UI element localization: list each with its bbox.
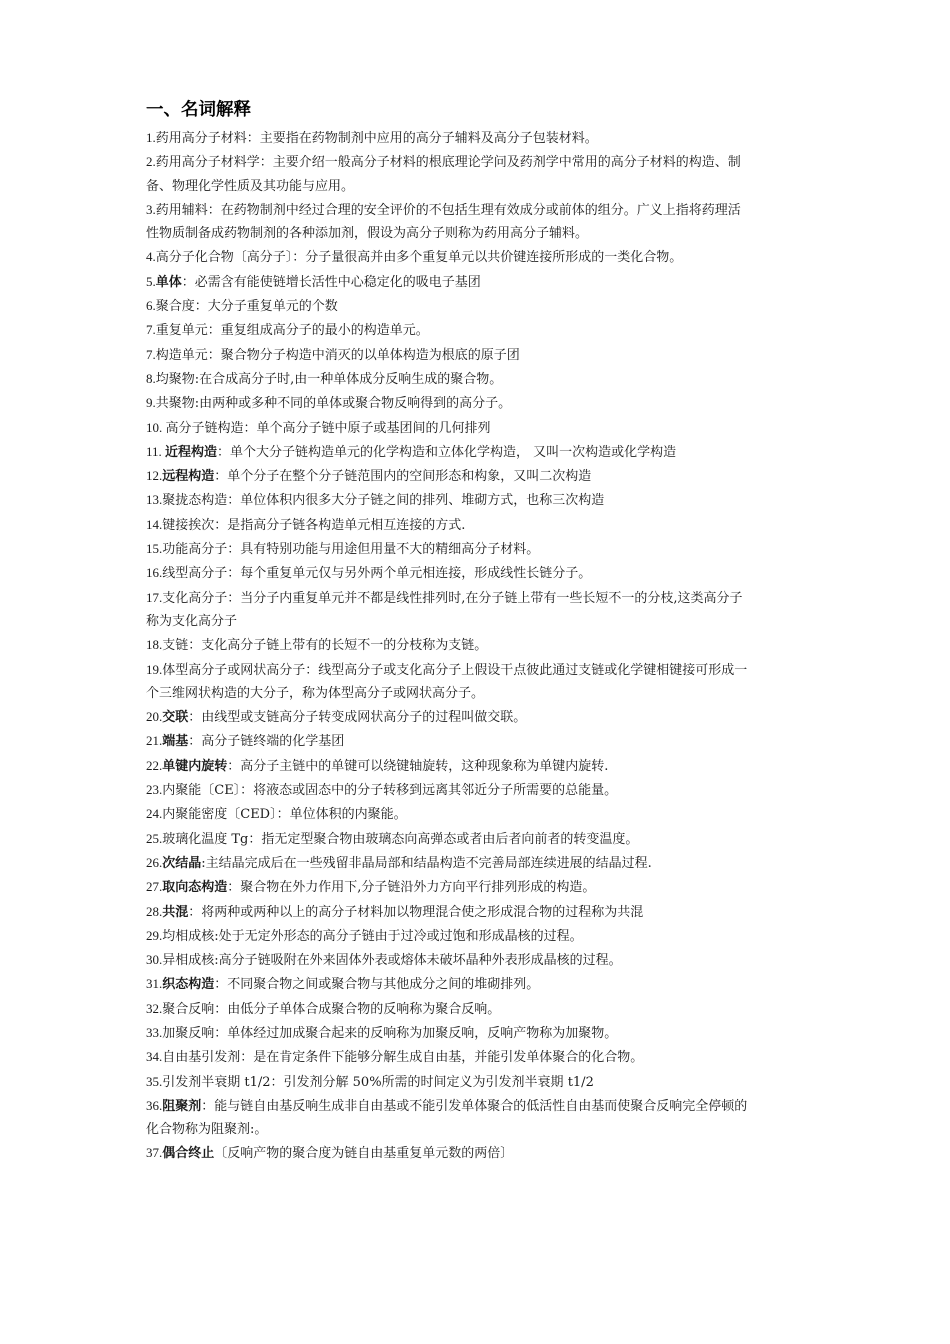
item-text: 引发剂半衰期 t1/2：引发剂分解 50%所需的时间定义为引发剂半衰期 t1/2 xyxy=(162,1074,594,1090)
item-text: ：单个分子在整个分子链范围内的空间形态和构象，又叫二次构造 xyxy=(214,469,592,485)
definition-item xyxy=(146,537,810,561)
definition-item xyxy=(146,1021,810,1045)
item-number: 8. xyxy=(146,370,156,386)
definition-item xyxy=(146,245,810,269)
section-title: 一、名词解释 xyxy=(146,100,251,120)
definition-item xyxy=(146,1094,810,1142)
item-number: 19. xyxy=(146,661,163,677)
item-number: 29. xyxy=(146,927,163,943)
item-number: 11. xyxy=(146,443,166,459)
item-text: 加聚反响：单体经过加成聚合起来的反响称为加聚反响，反响产物称为加聚物。 xyxy=(162,1025,618,1041)
item-text-continued: 备、物理化学性质及其功能与应用。 xyxy=(146,178,355,194)
item-number: 36. xyxy=(146,1097,163,1113)
item-text: 药用高分子材料：主要指在药物制剂中应用的高分子辅料及高分子包装材料。 xyxy=(155,131,598,146)
item-number: 27. xyxy=(146,879,163,895)
definition-item xyxy=(146,1141,810,1165)
definition-item xyxy=(146,997,810,1021)
item-text-continued: 个三维网状构造的大分子，称为体型高分子或网状高分子。 xyxy=(146,685,485,701)
definition-item xyxy=(146,198,810,246)
item-number: 12. xyxy=(146,468,163,484)
definition-item xyxy=(146,924,810,948)
definition-item xyxy=(146,633,810,657)
item-text: 体型高分子或网状高分子：线型高分子或支化高分子上假设干点彼此通过支链或化学键相键接可形成一 xyxy=(162,662,748,678)
item-number: 35. xyxy=(146,1073,163,1089)
item-text: 重复单元：重复组成高分子的最小的构造单元。 xyxy=(155,323,429,339)
definition-item xyxy=(146,729,810,753)
item-text: 内聚能密度〔CED〕：单位体积的内聚能。 xyxy=(162,807,407,823)
item-number: 1. xyxy=(146,130,156,145)
item-number: 13. xyxy=(146,492,163,508)
item-number: 20. xyxy=(146,709,163,725)
item-term: 偶合终止 xyxy=(162,1146,215,1162)
item-text: 聚合度：大分子重复单元的个数 xyxy=(155,299,338,315)
item-number: 9. xyxy=(146,395,156,411)
item-text: 共聚物:由两种或多种不同的单体或聚合物反响得到的高分子。 xyxy=(155,396,512,412)
item-number: 7. xyxy=(146,322,156,338)
item-number: 31. xyxy=(146,976,163,992)
item-number: 2. xyxy=(146,154,156,170)
definition-item xyxy=(146,1070,810,1094)
definition-item xyxy=(146,972,810,996)
definition-item xyxy=(146,464,810,488)
item-number: 37. xyxy=(146,1145,163,1161)
item-text: 键接挨次：是指高分子链各构造单元相互连接的方式. xyxy=(162,517,466,533)
item-text: ：高分子链终端的化学基团 xyxy=(188,734,345,750)
item-text-continued: 化合物称为阻聚剂:。 xyxy=(146,1122,268,1138)
item-text: 构造单元：聚合物分子构造中消灭的以单体构造为根底的原子团 xyxy=(155,347,520,363)
item-text-continued: 称为支化高分子 xyxy=(146,613,238,629)
item-term: 织态构造 xyxy=(162,977,215,993)
item-text: 内聚能〔CE〕：将液态或固态中的分子转移到远离其邻近分子所需要的总能量。 xyxy=(162,783,618,799)
item-text: 〔反响产物的聚合度为链自由基重复单元数的两倍〕 xyxy=(214,1146,514,1162)
item-number: 32. xyxy=(146,1000,163,1016)
definition-item xyxy=(146,802,810,826)
definition-item xyxy=(146,948,810,972)
definition-item xyxy=(146,416,810,440)
item-term: 单键内旋转 xyxy=(162,758,228,774)
item-text: ：必需含有能使链增长活性中心稳定化的吸电子基团 xyxy=(181,274,481,290)
definition-item xyxy=(146,440,810,464)
item-number: 24. xyxy=(146,806,163,822)
definition-item xyxy=(146,586,810,634)
definition-item xyxy=(146,343,810,367)
item-text: ：不同聚合物之间或聚合物与其他成分之间的堆砌排列。 xyxy=(214,977,540,993)
definition-item xyxy=(146,851,810,875)
item-text: 功能高分子：具有特别功能与用途但用量不大的精细高分子材料。 xyxy=(162,542,540,558)
definition-item xyxy=(146,367,810,391)
definition-item xyxy=(146,875,810,899)
item-number: 33. xyxy=(146,1024,163,1040)
item-number: 18. xyxy=(146,637,163,653)
item-number: 28. xyxy=(146,903,163,919)
item-term: 次结晶 xyxy=(162,855,202,871)
definition-item xyxy=(146,658,810,706)
item-number: 3. xyxy=(146,201,156,217)
item-text: 异相成核:高分子链吸附在外来固体外表或熔体未破坏晶种外表形成晶核的过程。 xyxy=(162,953,622,969)
item-number: 21. xyxy=(146,733,163,749)
item-text: 玻璃化温度 Tg：指无定型聚合物由玻璃态向高弹态或者由后者向前者的转变温度。 xyxy=(162,831,639,847)
item-text: ：聚合物在外力作用下,分子链沿外力方向平行排列形成的构造。 xyxy=(227,880,596,896)
item-text: 药用高分子材料学：主要介绍一般高分子材料的根底理论学问及药剂学中常用的高分子材料的构造、制 xyxy=(155,155,741,171)
definition-item xyxy=(146,900,810,924)
item-number: 25. xyxy=(146,830,163,846)
item-number: 30. xyxy=(146,952,163,968)
definition-item xyxy=(146,270,810,294)
item-text: 线型高分子：每个重复单元仅与另外两个单元相连接，形成线性长链分子。 xyxy=(162,566,592,582)
item-term: 取向态构造 xyxy=(162,880,228,896)
item-text: ：单个大分子链构造单元的化学构造和立体化学构造， 又叫一次构造或化学构造 xyxy=(217,444,677,460)
item-text: 支链：支化高分子链上带有的长短不一的分枝称为支链。 xyxy=(162,638,488,654)
definition-item xyxy=(146,488,810,512)
item-number: 16. xyxy=(146,565,163,581)
item-term: 端基 xyxy=(162,734,189,750)
definition-item xyxy=(146,754,810,778)
definition-item xyxy=(146,126,810,150)
item-term: 阻聚剂 xyxy=(162,1098,202,1114)
item-text: ：由线型或支链高分子转变成网状高分子的过程叫做交联。 xyxy=(188,710,527,726)
item-text: ：能与链自由基反响生成非自由基或不能引发单体聚合的低活性自由基而使聚合反响完全停顿的 xyxy=(201,1098,748,1114)
item-text: 支化高分子：当分子内重复单元并不都是线性排列时,在分子链上带有一些长短不一的分枝,这类高分子 xyxy=(162,590,743,606)
item-number: 10. xyxy=(146,419,166,435)
definition-item xyxy=(146,561,810,585)
definition-item xyxy=(146,391,810,415)
item-text: ：高分子主链中的单键可以绕键轴旋转，这种现象称为单键内旋转. xyxy=(227,758,609,774)
item-text: 均聚物:在合成高分子时,由一种单体成分反响生成的聚合物。 xyxy=(155,371,503,387)
item-number: 23. xyxy=(146,782,163,798)
item-number: 22. xyxy=(146,757,163,773)
item-term: 单体 xyxy=(155,274,182,290)
item-text: 药用辅料：在药物制剂中经过合理的安全评价的不包括生理有效成分或前体的组分。广义上指将药理活 xyxy=(155,202,741,218)
definition-item xyxy=(146,150,810,198)
item-number: 5. xyxy=(146,273,156,289)
definition-list xyxy=(146,126,810,1166)
definition-item xyxy=(146,705,810,729)
item-term: 共混 xyxy=(162,904,189,920)
item-text: 高分子链构造：单个高分子链中原子或基团间的几何排列 xyxy=(165,420,491,436)
item-number: 4. xyxy=(146,249,156,265)
item-term: 交联 xyxy=(162,710,189,726)
definition-item xyxy=(146,513,810,537)
definition-item xyxy=(146,778,810,802)
item-term: 近程构造 xyxy=(165,444,218,460)
definition-item xyxy=(146,1045,810,1069)
item-number: 17. xyxy=(146,589,163,605)
item-text: ：将两种或两种以上的高分子材料加以物理混合使之形成混合物的过程称为共混 xyxy=(188,904,644,920)
item-text: 自由基引发剂：是在肯定条件下能够分解生成自由基，并能引发单体聚合的化合物。 xyxy=(162,1050,644,1066)
item-text: 聚拢态构造：单位体积内很多大分子链之间的排列、堆砌方式，也称三次构造 xyxy=(162,493,605,509)
definition-item xyxy=(146,827,810,851)
item-number: 7. xyxy=(146,346,156,362)
definition-item xyxy=(146,318,810,342)
item-text: 聚合反响：由低分子单体合成聚合物的反响称为聚合反响。 xyxy=(162,1001,501,1017)
item-number: 14. xyxy=(146,516,163,532)
definition-item xyxy=(146,294,810,318)
item-text: 高分子化合物〔高分子〕：分子量很高并由多个重复单元以共价键连接所形成的一类化合物。 xyxy=(155,250,683,266)
item-term: 远程构造 xyxy=(162,469,215,485)
item-number: 15. xyxy=(146,541,163,557)
item-number: 26. xyxy=(146,854,163,870)
item-number: 6. xyxy=(146,298,156,314)
item-text-continued: 性物质制备成药物制剂的各种添加剂，假设为高分子则称为药用高分子辅料。 xyxy=(146,226,589,242)
item-number: 34. xyxy=(146,1049,163,1065)
item-text: 均相成核:处于无定外形态的高分子链由于过冷或过饱和形成晶核的过程。 xyxy=(162,928,583,944)
item-text: :主结晶完成后在一些残留非晶局部和结晶构造不完善局部连续进展的结晶过程. xyxy=(201,855,652,871)
